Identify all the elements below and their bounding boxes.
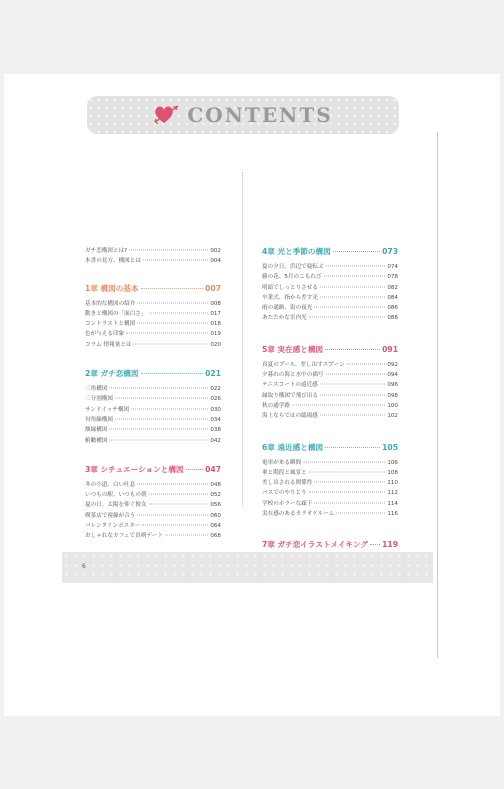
toc-entry[interactable]: コラム 情報量とは 020 xyxy=(85,341,221,348)
toc-entry[interactable]: 動きと構図の「面白さ」 017 xyxy=(85,310,221,317)
toc-entry[interactable]: 海上ならではの臨場感 102 xyxy=(262,413,398,420)
chapter-1-section xyxy=(85,283,221,350)
toc-entry[interactable]: 夕暮れの海と水中の描写 094 xyxy=(262,372,398,379)
toc-entry[interactable]: 喫茶店で視線が合う 060 xyxy=(85,512,221,519)
toc-entry[interactable]: 学校のホラーな廊下 114 xyxy=(262,500,398,507)
page-edge-rule xyxy=(437,132,438,658)
column-divider xyxy=(242,172,243,506)
toc-entry[interactable]: 卒業式、指から差す光 084 xyxy=(262,294,398,301)
chapter-2-section xyxy=(85,368,221,446)
toc-entry[interactable]: 冬の小道、白い吐息 048 xyxy=(85,481,221,488)
contents-banner xyxy=(87,96,399,134)
toc-entry[interactable]: おしゃれなカフェで真剣デート 068 xyxy=(85,533,221,540)
toc-entry[interactable]: 真夏のプール、差し出すスプーン 092 xyxy=(262,361,398,368)
toc-left-column xyxy=(85,170,221,542)
toc-entry[interactable]: 三角構図 022 xyxy=(85,386,221,393)
toc-entry[interactable]: 額縁構図 038 xyxy=(85,427,221,434)
toc-entry[interactable]: 縁取り構図で飛び出る 098 xyxy=(262,392,398,399)
toc-right-column xyxy=(262,170,398,576)
toc-entry[interactable]: あたたかな室内光 088 xyxy=(262,315,398,322)
toc-entry[interactable]: 雨の通路、街の夜光 086 xyxy=(262,305,398,312)
chapter-3-section xyxy=(85,464,221,542)
toc-entry[interactable]: いつもの駅、いつもの朝 052 xyxy=(85,492,221,499)
toc-entry[interactable]: ガチ恋構図とは? 002 xyxy=(85,248,221,254)
toc-entry[interactable]: 三分割構図 026 xyxy=(85,396,221,403)
heart-arrow-icon xyxy=(153,103,181,125)
toc-entry[interactable]: 電車が来る瞬間 106 xyxy=(262,459,398,466)
toc-entry[interactable]: 実在感のあるカラオケルーム 116 xyxy=(262,511,398,518)
toc-entry[interactable]: 藤の花、5月のこもれび 078 xyxy=(262,274,398,281)
toc-entry[interactable]: バスでのやりとり 112 xyxy=(262,490,398,497)
chapter-7-heading[interactable]: 7章 ガチ恋イラストメイキング 119 xyxy=(262,540,398,550)
footer-band xyxy=(62,552,433,583)
toc-entry[interactable]: 色が与える印象 019 xyxy=(85,331,221,338)
page xyxy=(4,74,500,716)
chapter-4-section xyxy=(262,246,398,324)
chapter-2-heading[interactable]: 2章 ガチ恋構図 021 xyxy=(85,369,221,379)
toc-entry[interactable]: 基本的な構図の紹介 008 xyxy=(85,300,221,307)
chapter-6-section xyxy=(262,442,398,520)
toc-entry[interactable]: テニスコートの遠近感 096 xyxy=(262,382,398,389)
toc-entry[interactable]: 本書の見方、構図とは 004 xyxy=(85,258,221,265)
chapter-5-heading[interactable]: 5章 実在感と構図 091 xyxy=(262,344,398,354)
chapter-1-heading[interactable]: 1章 構図の基本 007 xyxy=(85,283,221,293)
toc-entry[interactable]: 明暗でしっとりさせる 082 xyxy=(262,284,398,291)
chapter-4-heading[interactable]: 4章 光と季節の構図 073 xyxy=(262,247,398,256)
page-number: 6 xyxy=(82,563,86,570)
toc-entry[interactable]: 秋の通学路 100 xyxy=(262,402,398,409)
intro-section xyxy=(85,246,221,267)
contents-title: CONTENTS xyxy=(187,103,333,127)
toc-entry[interactable]: 差し出される関係性 110 xyxy=(262,480,398,487)
chapter-3-heading[interactable]: 3章 シチュエーションと構図 047 xyxy=(85,464,221,474)
toc-entry[interactable]: 夏の日、太陽を仰ぐ彼女 056 xyxy=(85,502,221,509)
toc-entry[interactable]: 俯瞰構図 042 xyxy=(85,437,221,444)
toc-entry[interactable]: 対角線構図 034 xyxy=(85,416,221,423)
toc-entry[interactable]: サンドイッチ構図 030 xyxy=(85,406,221,413)
toc-entry[interactable]: コントラストと構図 018 xyxy=(85,321,221,328)
chapter-5-section xyxy=(262,344,398,422)
toc-entry[interactable]: 夏の夕日、浜辺で寝転ぶ 074 xyxy=(262,264,398,270)
toc-entry[interactable]: 傘と階段と風景と 108 xyxy=(262,469,398,476)
chapter-6-heading[interactable]: 6章 遠近感と構図 105 xyxy=(262,442,398,452)
toc-entry[interactable]: バレンタインポスター 064 xyxy=(85,523,221,530)
